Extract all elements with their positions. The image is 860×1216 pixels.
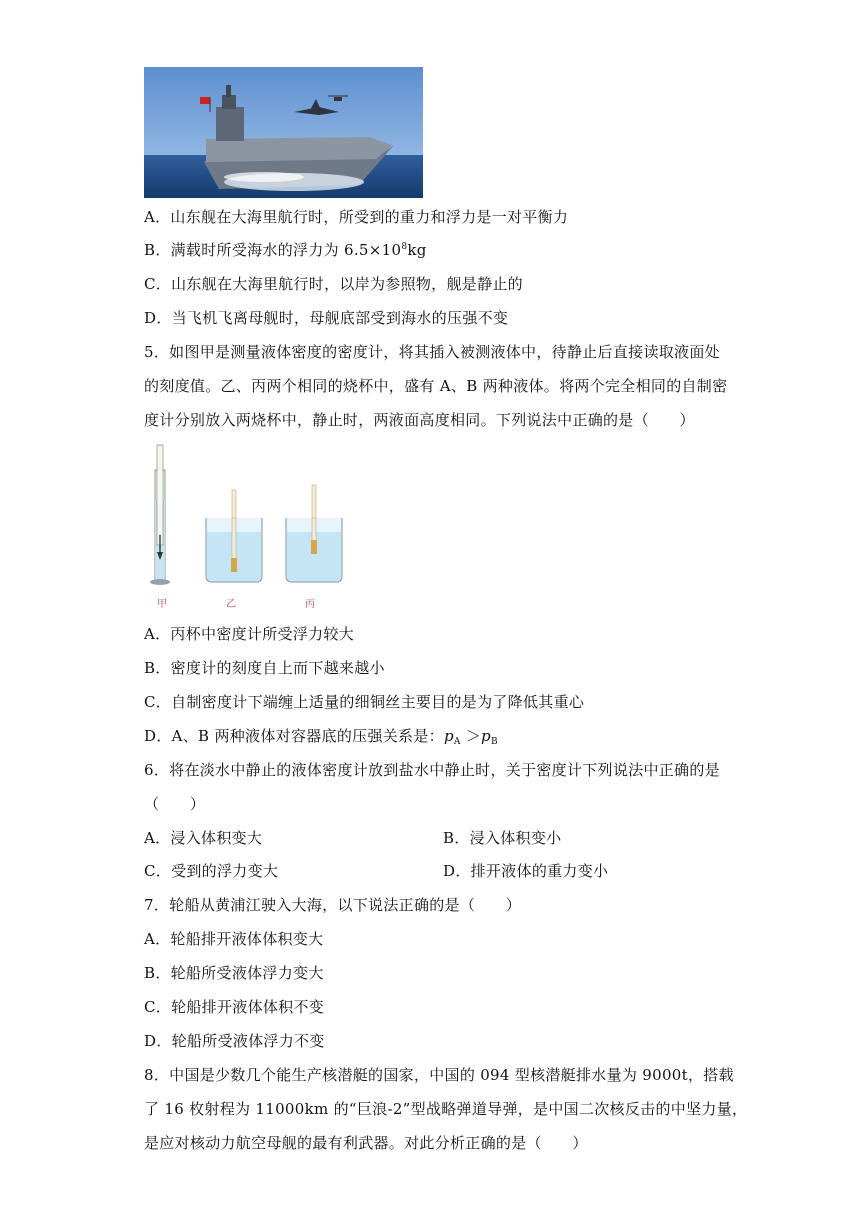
pressure-symbol-a: p — [443, 727, 454, 745]
q5-stem-line-2: 的刻度值。乙、丙两个相同的烧杯中，盛有 A、B 两种液体。将两个完全相同的自制密 — [144, 377, 728, 395]
q8-stem-line-3: 是应对核动力航空母舰的最有利武器。对此分析正确的是（ ） — [144, 1134, 588, 1152]
q5-option-a: A．丙杯中密度计所受浮力较大 — [144, 625, 355, 643]
beaker-bing — [286, 485, 342, 582]
q6-stem-line-2: （ ） — [144, 795, 206, 813]
q7-option-a: A．轮船排开液体体积变大 — [144, 930, 324, 948]
q7-option-d: D．轮船所受液体浮力不变 — [144, 1032, 325, 1050]
q5-option-d — [144, 726, 498, 749]
q6-option-b: B．浸入体积变小 — [443, 829, 562, 847]
q6-option-d: D．排开液体的重力变小 — [443, 862, 609, 880]
q4-option-d: D．当飞机飞离母舰时，母舰底部受到海水的压强不变 — [144, 309, 509, 327]
figure-label-jia: 甲 — [157, 599, 167, 610]
q4-option-b-exponent: 8 — [401, 242, 408, 252]
q4-option-c: C．山东舰在大海里航行时，以岸为参照物，舰是静止的 — [144, 275, 523, 293]
density-meter-figure — [140, 440, 360, 615]
aircraft-carrier-photo — [144, 67, 423, 198]
figure-label-bing: 丙 — [305, 599, 315, 610]
pressure-subscript-a: A — [453, 737, 461, 747]
q5-stem-line-3: 度计分别放入两烧杯中，静止时，两液面高度相同。下列说法中正确的是（ ） — [144, 411, 695, 429]
q5-option-b: B．密度计的刻度自上而下越来越小 — [144, 659, 385, 677]
q7-option-c: C．轮船排开液体体积不变 — [144, 998, 325, 1016]
q4-option-a: A．山东舰在大海里航行时，所受到的重力和浮力是一对平衡力 — [144, 208, 569, 226]
pressure-subscript-b: B — [490, 737, 498, 747]
q8-stem-line-1: 8．中国是少数几个能生产核潜艇的国家，中国的 094 型核潜艇排水量为 9000t，搭载 — [144, 1066, 734, 1084]
q5-option-d-text: D．A、B 两种液体对容器底的压强关系是： — [144, 727, 444, 745]
q4-option-b-unit: kg — [407, 241, 427, 259]
q6-option-a: A．浸入体积变大 — [144, 829, 263, 847]
q7-stem: 7．轮船从黄浦江驶入大海，以下说法正确的是（ ） — [144, 896, 522, 914]
q6-option-c: C．受到的浮力变大 — [144, 862, 279, 880]
figure-label-yi: 乙 — [226, 599, 236, 610]
cylinder-with-hydrometer — [150, 445, 170, 585]
q7-option-b: B．轮船所受液体浮力变大 — [144, 964, 324, 982]
q8-stem-line-2: 了 16 枚射程为 11000km 的“巨浪-2”型战略弹道导弹，是中国二次核反击的中坚力量， — [144, 1100, 748, 1118]
greater-than-sign: ＞ — [460, 727, 482, 745]
q4-option-b-text: B．满载时所受海水的浮力为 6.5×10 — [144, 241, 402, 259]
q4-option-b — [144, 240, 427, 263]
pressure-symbol-b: p — [481, 727, 491, 745]
q5-option-c: C．自制密度计下端缠上适量的细铜丝主要目的是为了降低其重心 — [144, 693, 585, 711]
beaker-yi — [206, 490, 262, 582]
q6-stem-line-1: 6．将在淡水中静止的液体密度计放到盐水中静止时，关于密度计下列说法中正确的是 — [144, 761, 720, 779]
q5-stem-line-1: 5．如图甲是测量液体密度的密度计，将其插入被测液体中，待静止后直接读取液面处 — [144, 343, 720, 361]
